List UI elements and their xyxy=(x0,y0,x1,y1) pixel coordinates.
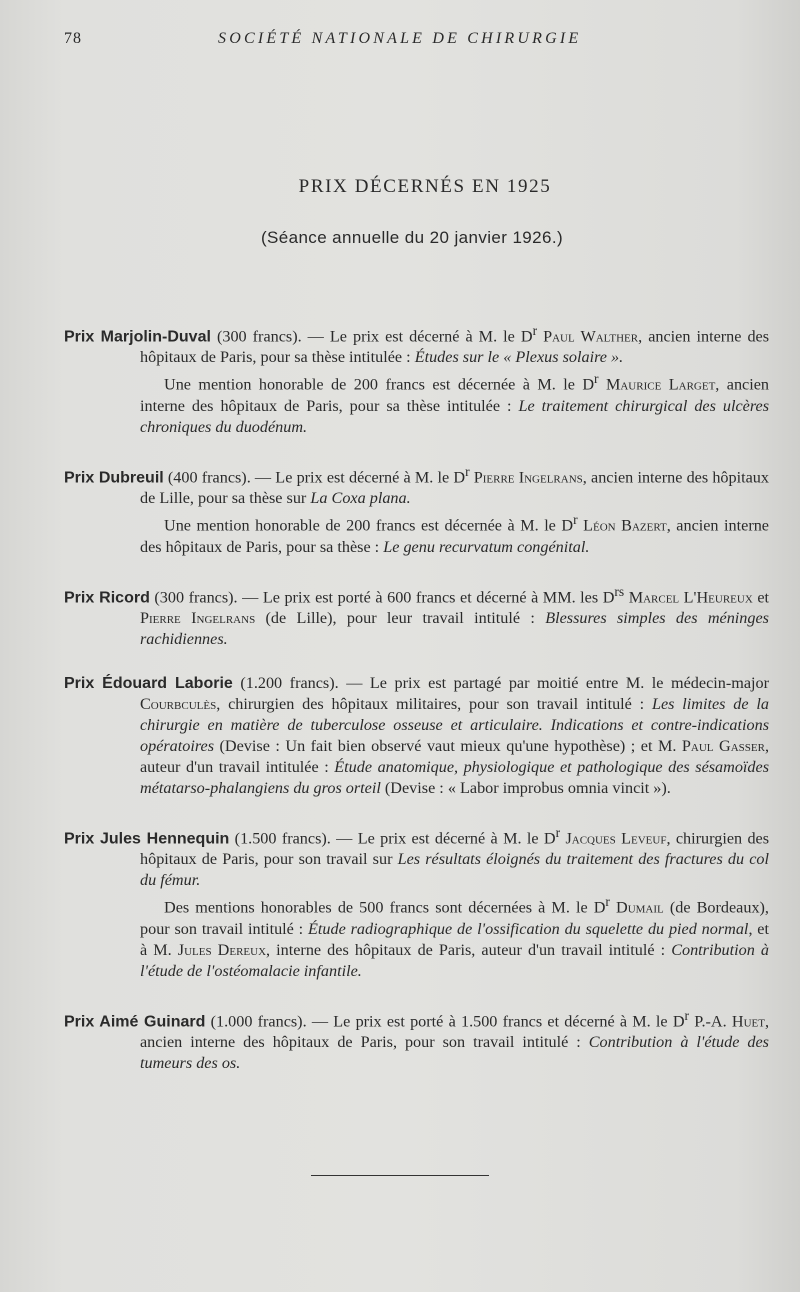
text: , chirurgien des hôpitaux militaires, pour son travail intitulé : xyxy=(216,694,652,713)
text: , auteur d'un travail intitulée : xyxy=(140,736,769,776)
text: (300 francs). — Le prix est décerné à M. le D xyxy=(210,327,533,346)
laureate-name: P.-A. Huet xyxy=(694,1012,765,1031)
text: (Devise : Un fait bien observé vaut mieux qu'une hypothèse) ; et M. xyxy=(214,736,682,755)
text: (1.200 francs). — Le prix est partagé par moitié entre M. le médecin-major xyxy=(232,673,769,692)
work-title: La Coxa plana. xyxy=(310,489,411,508)
laureate-name: Maurice Larget xyxy=(605,375,716,394)
laureate-name: Paul Gasser xyxy=(681,736,765,755)
work-title: Blessures simples des méninges rachidiennes. xyxy=(140,608,769,648)
text: , et à M. xyxy=(140,919,769,959)
prize-paragraph xyxy=(64,673,769,799)
prize-name: Prix Dubreuil xyxy=(64,469,164,487)
prize-paragraph xyxy=(64,891,769,981)
text: et xyxy=(752,587,770,606)
page-subtitle: (Séance annuelle du 20 janvier 1926.) xyxy=(260,228,564,247)
sup: rs xyxy=(614,583,625,599)
text: Une mention honorable de 200 francs est décernée à M. le D xyxy=(164,516,574,535)
sup: r xyxy=(684,1007,690,1023)
sup: r xyxy=(605,894,610,910)
text: , ancien interne des hôpitaux de Paris, pour son travail intitulé : xyxy=(140,1012,769,1052)
laureate-name: Jules Dereux xyxy=(177,940,267,959)
laureate-name: Dumail xyxy=(616,898,664,917)
text: (de Lille), pour leur travail intitulé : xyxy=(255,608,546,627)
closing-rule xyxy=(311,1175,489,1176)
text: , ancien interne des hôpitaux de Paris, pour sa thèse intitulée : xyxy=(140,375,770,415)
laureate-name: Léon Bazert xyxy=(583,516,667,535)
prize-laborie xyxy=(64,673,769,799)
sup: r xyxy=(465,463,470,479)
work-title: Étude anatomique, physiologique et pathologique des sésamoïdes métatarso-phalangiens du gros orteil xyxy=(140,757,770,797)
prize-name: Prix Aimé Guinard xyxy=(64,1013,206,1031)
prize-name: Prix Édouard Laborie xyxy=(64,674,233,692)
prize-paragraph xyxy=(64,320,769,368)
laureate-name: Jacques Leveuf xyxy=(565,829,667,848)
prize-paragraph xyxy=(64,509,769,557)
prize-list xyxy=(64,320,769,1097)
prize-dubreuil xyxy=(64,461,769,558)
work-title: Études sur le « Plexus solaire ». xyxy=(414,348,624,367)
work-title: Le traitement chirurgical des ulcères chroniques du duodénum. xyxy=(140,396,770,436)
text: , interne des hôpitaux de Paris, auteur d'un travail intitulé : xyxy=(266,940,672,959)
laureate-name: Paul Walther xyxy=(543,327,639,346)
prize-paragraph xyxy=(64,368,769,437)
prize-name: Prix Ricord xyxy=(64,588,150,606)
prize-paragraph xyxy=(64,1005,769,1074)
sup: r xyxy=(594,371,599,387)
work-title: Les résultats éloignés du traitement des fractures du col du fémur. xyxy=(140,850,769,890)
text: , ancien interne des hôpitaux de Paris, pour sa thèse : xyxy=(140,516,769,556)
prize-ricord xyxy=(64,581,769,650)
prize-paragraph xyxy=(64,461,769,509)
prize-name: Prix Jules Hennequin xyxy=(64,830,230,848)
work-title: Les limites de la chirurgie en matière de tuberculose osseuse et articulaire. Indications et contre-indications opératoires xyxy=(140,694,769,755)
prize-paragraph xyxy=(64,822,769,891)
text: (1.500 francs). — Le prix est décerné à M. le D xyxy=(229,829,556,848)
work-title: Étude radiographique de l'ossification du squelette du pied normal xyxy=(308,919,749,938)
work-title: Contribution à l'étude de l'ostéomalacie infantile. xyxy=(140,940,770,980)
sup: r xyxy=(573,512,578,528)
text: , ancien interne des hôpitaux de Lille, pour sa thèse sur xyxy=(140,468,769,508)
work-title: Contribution à l'étude des tumeurs des os. xyxy=(140,1033,769,1073)
page-number: 78 xyxy=(64,30,82,47)
text: (300 francs). — Le prix est porté à 600 francs et décerné à MM. les D xyxy=(149,587,615,606)
text: (400 francs). — Le prix est décerné à M. le D xyxy=(163,468,466,487)
page-title: PRIX DÉCERNÉS EN 1925 xyxy=(298,176,552,197)
sup: r xyxy=(532,323,538,338)
text: (Devise : « Labor improbus omnia vincit »). xyxy=(380,778,671,797)
prize-marjolin-duval xyxy=(64,320,769,438)
running-title: SOCIÉTÉ NATIONALE DE CHIRURGIE xyxy=(218,30,582,47)
text: Une mention honorable de 200 francs est décernée à M. le D xyxy=(164,375,595,394)
sup: r xyxy=(555,824,561,840)
laureate-name: Marcel L'Heureux xyxy=(628,587,753,606)
text: , chirurgien des hôpitaux de Paris, pour son travail sur xyxy=(140,829,770,869)
laureate-name: Pierre Ingelrans xyxy=(473,468,583,487)
text: (de Bordeaux), pour son travail intitulé : xyxy=(140,898,769,938)
page-header xyxy=(0,28,800,52)
text xyxy=(599,376,606,394)
prize-guinard xyxy=(64,1005,769,1074)
text: , ancien interne des hôpitaux de Paris, pour sa thèse intitulée : xyxy=(140,327,770,367)
text: (1.000 francs). — Le prix est porté à 1.500 francs et décerné à M. le D xyxy=(205,1012,685,1031)
prize-name: Prix Marjolin-Duval xyxy=(64,328,211,346)
prize-hennequin xyxy=(64,822,769,982)
work-title: Le genu recurvatum congénital. xyxy=(383,537,590,556)
text: Des mentions honorables de 500 francs sont décernées à M. le D xyxy=(164,898,606,917)
prize-paragraph xyxy=(64,581,769,650)
laureate-name: Pierre Ingelrans xyxy=(140,608,256,627)
laureate-name: Courbculès xyxy=(140,694,217,713)
